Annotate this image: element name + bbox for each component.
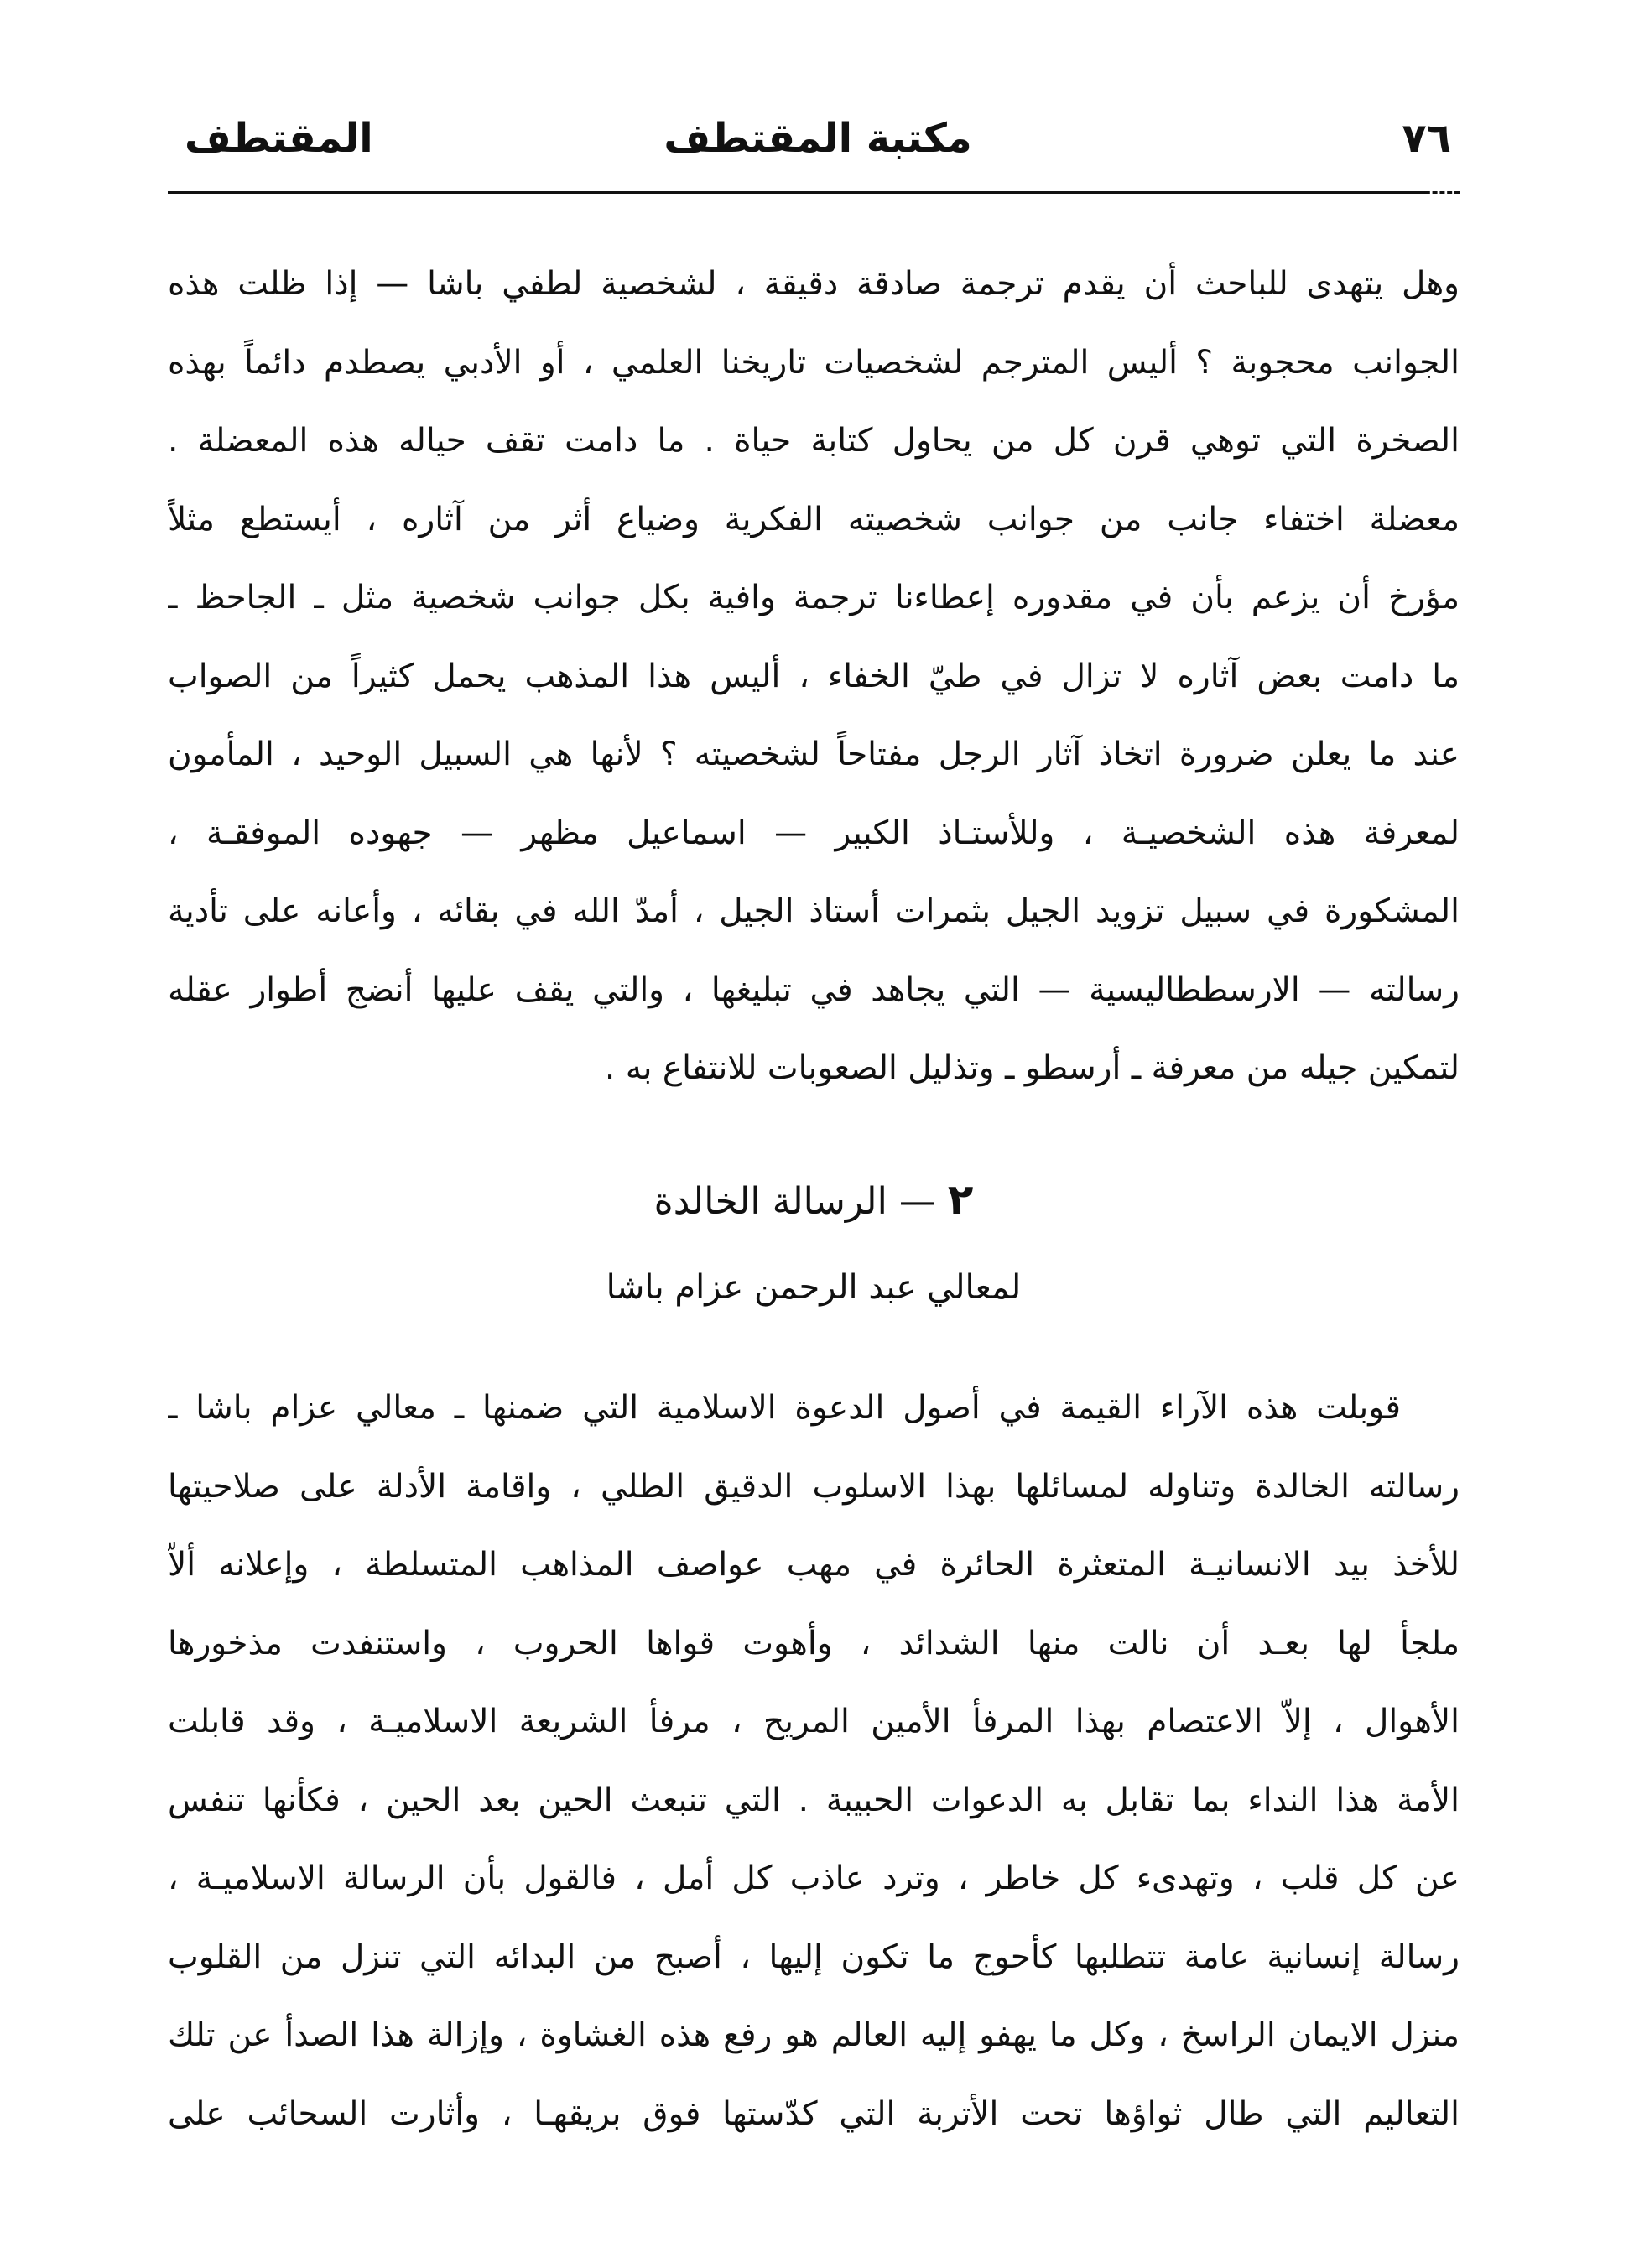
section-dash: — bbox=[898, 1180, 936, 1223]
text-line: الجوانب محجوبة ؟ أليس المترجم لشخصيات تاريخنا العلمي ، أو الأدبي يصطدم دائماً بهذه bbox=[168, 343, 1460, 382]
text-line: رسالة إنسانية عامة تتطلبها كأحوج ما تكون إليها ، أصبح من البدائه التي تنزل من القلوب bbox=[168, 1938, 1460, 1976]
text-line: مؤرخ أن يزعم بأن في مقدوره إعطاءنا ترجمة وافية بكل جوانب شخصية مثل ـ الجاحظ ـ bbox=[168, 579, 1460, 616]
text-line: الأهوال ، إلاّ الاعتصام بهذا المرفأ الأمين المريح ، مرفأ الشريعة الاسلاميـة ، وقد قابلت bbox=[168, 1703, 1460, 1740]
page-number: ٧٦ bbox=[1402, 115, 1451, 162]
section-byline: لمعالي عبد الرحمن عزام باشا bbox=[606, 1268, 1022, 1307]
text-line: قوبلت هذه الآراء القيمة في أصول الدعوة الاسلامية التي ضمنها ـ معالي عزام باشا ـ bbox=[168, 1389, 1401, 1427]
running-title: مكتبة المقتطف bbox=[663, 115, 972, 162]
text-line: وهل يتهدى للباحث أن يقدم ترجمة صادقة دقيقة ، لشخصية لطفي باشا — إذا ظلت هذه bbox=[168, 265, 1460, 303]
text-line: ما دامت بعض آثاره لا تزال في طيّ الخفاء ، أليس هذا المذهب يحمل كثيراً من الصواب bbox=[168, 657, 1460, 695]
text-line: لتمكين جيله من معرفة ـ أرسطو ـ وتذليل الصعوبات للانتفاع به . bbox=[604, 1049, 1460, 1087]
section-heading bbox=[168, 1166, 1460, 1235]
paragraph-1 bbox=[168, 245, 1460, 1108]
text-line: لمعرفة هذه الشخصيـة ، وللأستـاذ الكبير — اسماعيل مظهر — جهوده الموفقـة ، bbox=[168, 814, 1460, 852]
text-line: ملجأ لها بعـد أن نالت منها الشدائد ، وأهوت قواها الحروب ، واستنفدت مذخورها bbox=[168, 1624, 1460, 1662]
text-line: الصخرة التي توهي قرن كل من يحاول كتابة حياة . ما دامت تقف حياله هذه المعضلة . bbox=[168, 422, 1460, 460]
journal-title: المقتطف bbox=[185, 115, 373, 162]
text-line: معضلة اختفاء جانب من جوانب شخصيته الفكرية وضياع أثر من آثاره ، أيستطع مثلاً bbox=[168, 500, 1460, 538]
header-rule bbox=[168, 191, 1426, 194]
text-line: رسالته — الارسططاليسية — التي يجاهد في تبليغها ، والتي يقف عليها أنضج أطوار عقله bbox=[168, 970, 1460, 1009]
text-line: منزل الايمان الراسخ ، وكل ما يهفو إليه العالم هو رفع هذه الغشاوة ، وإزالة هذا الصدأ عن تلك bbox=[168, 2016, 1460, 2054]
text-line: المشكورة في سبيل تزويد الجيل بثمرات أستاذ الجيل ، أمدّ الله في بقائه ، وأعانه على تأدية bbox=[168, 892, 1460, 930]
page-header bbox=[168, 101, 1468, 176]
text-line: رسالته الخالدة وتناوله لمسائلها بهذا الاسلوب الدقيق الطلي ، واقامة الأدلة على صلاحيتها bbox=[168, 1467, 1460, 1506]
text-line: عند ما يعلن ضرورة اتخاذ آثار الرجل مفتاحاً لشخصيته ؟ لأنها هي السبيل الوحيد ، المأمون bbox=[168, 736, 1460, 773]
header-rule-tail bbox=[1418, 191, 1460, 194]
paragraph-2 bbox=[168, 1369, 1460, 2153]
text-line: للأخذ بيد الانسانيـة المتعثرة الحائرة في مهب عواصف المذاهب المتسلطة ، وإعلانه ألاّ bbox=[168, 1546, 1460, 1584]
text-line: الأمة هذا النداء بما تقابل به الدعوات الحبيبة . التي تنبعث الحين بعد الحين ، فكأنها تنفس bbox=[168, 1781, 1460, 1819]
text-line: التعاليم التي طال ثواؤها تحت الأتربة التي كدّستها فوق بريقهـا ، وأثارت السحائب على bbox=[168, 2094, 1460, 2133]
section-number: ٢ bbox=[947, 1175, 974, 1224]
text-line: عن كل قلب ، وتهدىء كل خاطر ، وترد عاذب كل أمل ، فالقول بأن الرسالة الاسلاميـة ، bbox=[168, 1860, 1460, 1897]
section-title-text: الرسالة الخالدة bbox=[653, 1180, 887, 1223]
